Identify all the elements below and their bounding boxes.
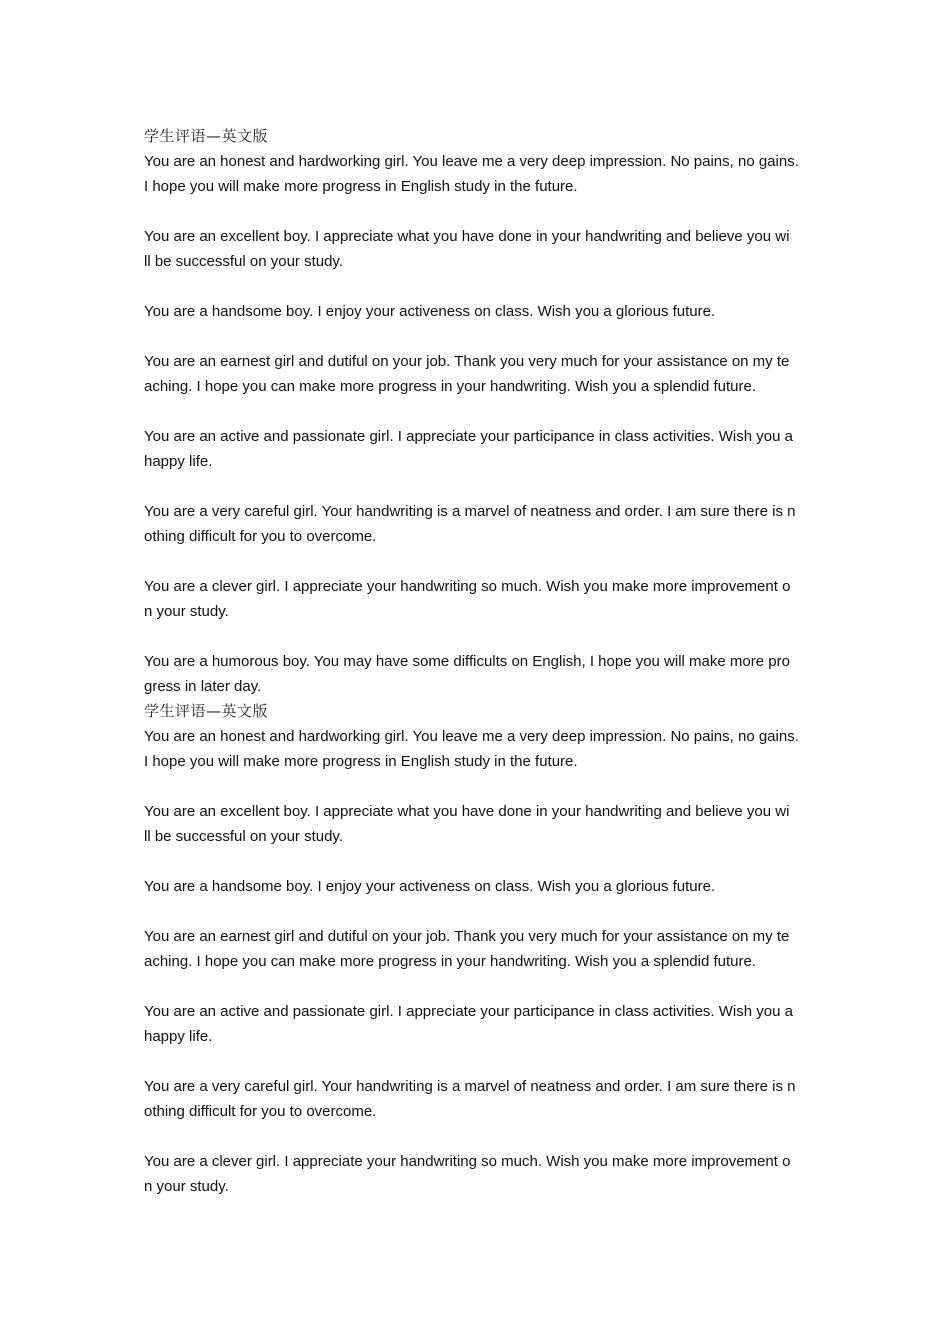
comment-paragraph <box>144 1149 808 1199</box>
paragraph-line: happy life. <box>144 453 213 470</box>
paragraph-line: You are a very careful girl. Your handwriting is a marvel of neatness and order. I am sure there is n <box>144 503 796 520</box>
paragraph-gap <box>144 774 808 799</box>
paragraph-line: othing difficult for you to overcome. <box>144 1103 377 1120</box>
paragraph-line: aching. I hope you can make more progress in your handwriting. Wish you a splendid future. <box>144 378 756 395</box>
paragraph-line: I hope you will make more progress in English study in the future. <box>144 753 578 770</box>
paragraph-gap <box>144 974 808 999</box>
comment-paragraph <box>144 649 808 699</box>
paragraph-gap <box>144 849 808 874</box>
paragraph-line: aching. I hope you can make more progress in your handwriting. Wish you a splendid future. <box>144 953 756 970</box>
paragraph-line: You are an excellent boy. I appreciate what you have done in your handwriting and believe you wi <box>144 228 790 245</box>
paragraph-gap <box>144 324 808 349</box>
section-heading: 学生评语—英文版 <box>144 127 269 145</box>
comment-paragraph <box>144 574 808 624</box>
paragraph-line: n your study. <box>144 603 229 620</box>
comment-paragraph <box>144 999 808 1049</box>
paragraph-gap <box>144 1049 808 1074</box>
paragraph-gap <box>144 899 808 924</box>
paragraph-line: You are a humorous boy. You may have some difficults on English, I hope you will make more pro <box>144 653 790 670</box>
comment-paragraph <box>144 924 808 974</box>
paragraph-line: You are a handsome boy. I enjoy your activeness on class. Wish you a glorious future. <box>144 878 716 895</box>
comment-paragraph <box>144 299 808 324</box>
paragraph-gap <box>144 549 808 574</box>
paragraph-gap <box>144 399 808 424</box>
paragraph-line: You are a clever girl. I appreciate your handwriting so much. Wish you make more improvement o <box>144 578 791 595</box>
paragraph-line: You are an excellent boy. I appreciate what you have done in your handwriting and believe you wi <box>144 803 790 820</box>
paragraph-line: You are an honest and hardworking girl. You leave me a very deep impression. No pains, no gains. <box>144 728 799 745</box>
paragraph-line: You are an active and passionate girl. I appreciate your participance in class activities. Wish you a <box>144 1003 793 1020</box>
comment-paragraph <box>144 349 808 399</box>
paragraph-line: happy life. <box>144 1028 213 1045</box>
paragraph-line: You are an earnest girl and dutiful on your job. Thank you very much for your assistance on my te <box>144 928 790 945</box>
comment-paragraph <box>144 499 808 549</box>
paragraph-gap <box>144 474 808 499</box>
paragraph-line: You are an earnest girl and dutiful on your job. Thank you very much for your assistance on my te <box>144 353 790 370</box>
document-body <box>144 124 808 1199</box>
paragraph-line: You are a handsome boy. I enjoy your activeness on class. Wish you a glorious future. <box>144 303 716 320</box>
paragraph-gap <box>144 274 808 299</box>
comment-paragraph <box>144 724 808 774</box>
comment-paragraph <box>144 149 808 199</box>
paragraph-line: n your study. <box>144 1178 229 1195</box>
paragraph-line: I hope you will make more progress in English study in the future. <box>144 178 578 195</box>
paragraph-line: You are a clever girl. I appreciate your handwriting so much. Wish you make more improvement o <box>144 1153 791 1170</box>
paragraph-line: ll be successful on your study. <box>144 828 343 845</box>
paragraph-gap <box>144 199 808 224</box>
paragraph-line: You are an active and passionate girl. I appreciate your participance in class activities. Wish you a <box>144 428 793 445</box>
comment-paragraph <box>144 224 808 274</box>
paragraph-gap <box>144 1124 808 1149</box>
paragraph-line: othing difficult for you to overcome. <box>144 528 377 545</box>
section-heading: 学生评语—英文版 <box>144 702 269 720</box>
comment-paragraph <box>144 1074 808 1124</box>
paragraph-line: gress in later day. <box>144 678 262 695</box>
paragraph-line: You are a very careful girl. Your handwriting is a marvel of neatness and order. I am sure there is n <box>144 1078 796 1095</box>
paragraph-line: ll be successful on your study. <box>144 253 343 270</box>
comment-paragraph <box>144 424 808 474</box>
paragraph-gap <box>144 624 808 649</box>
comment-paragraph <box>144 799 808 849</box>
paragraph-line: You are an honest and hardworking girl. You leave me a very deep impression. No pains, no gains. <box>144 153 799 170</box>
comment-paragraph <box>144 874 808 899</box>
